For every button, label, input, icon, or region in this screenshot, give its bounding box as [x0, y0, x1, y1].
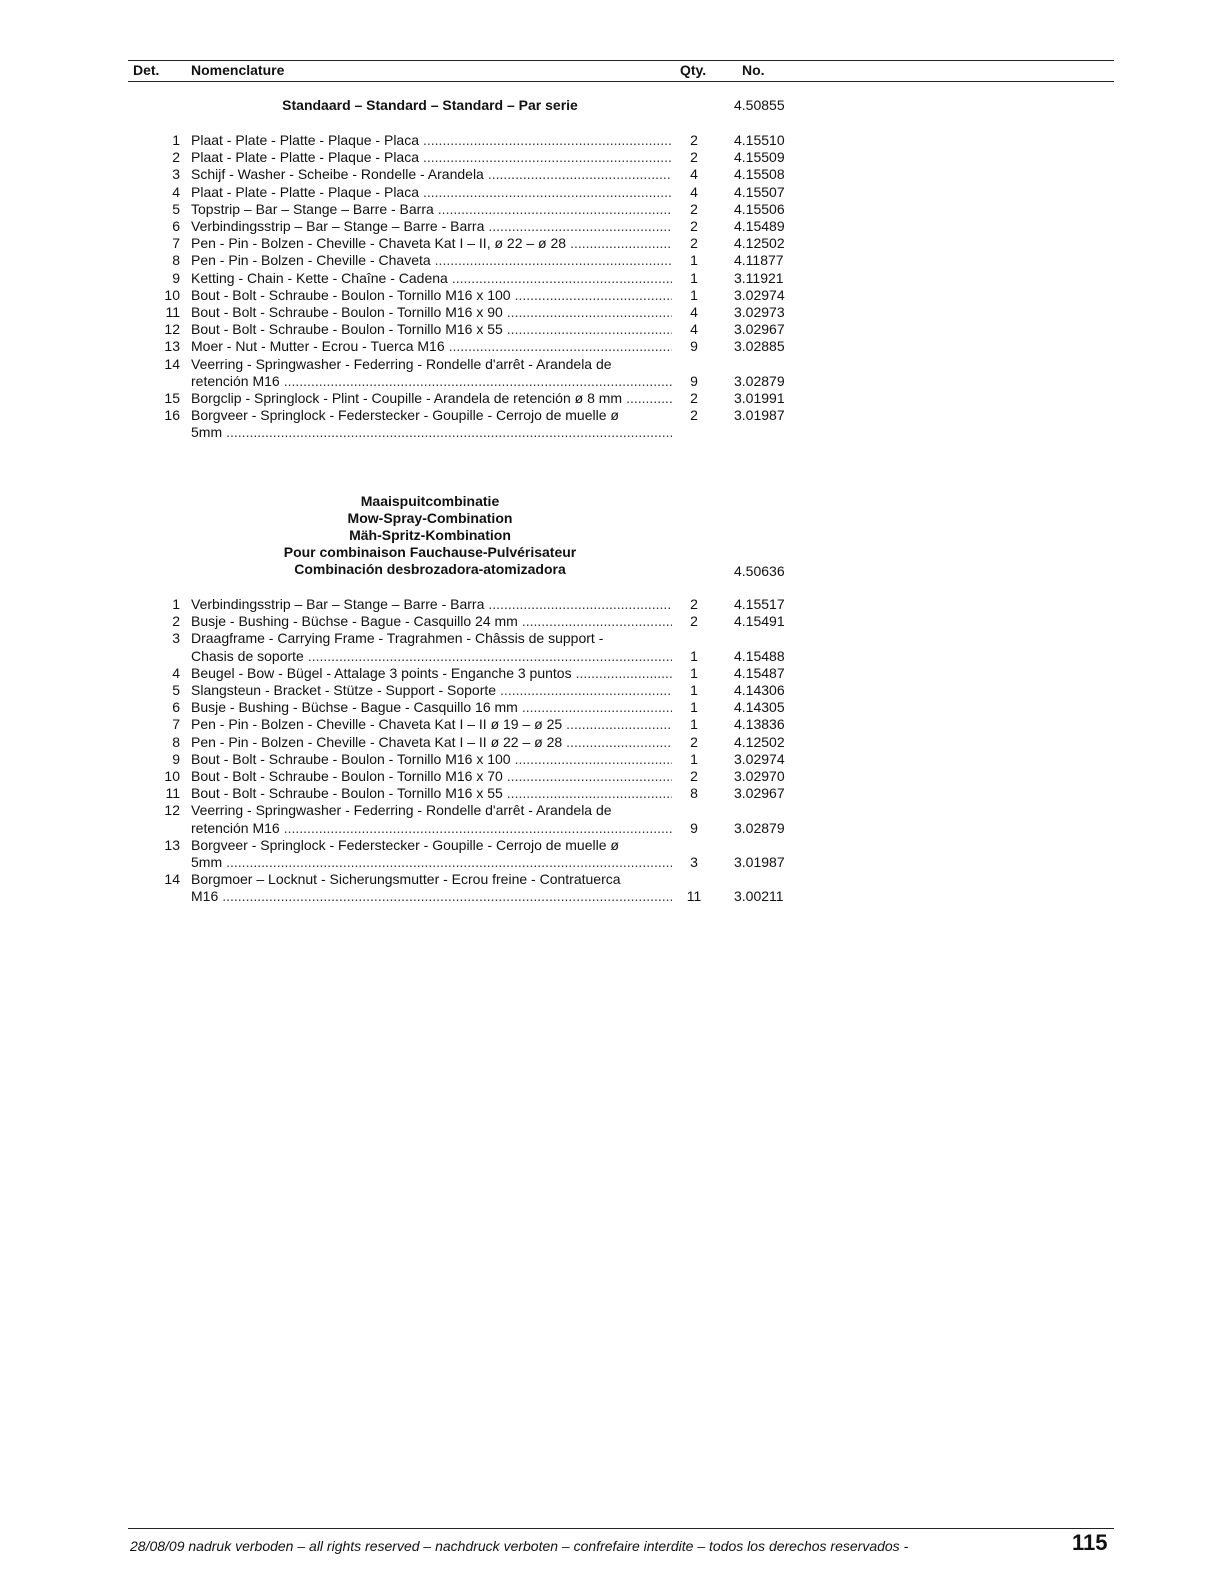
- leader-dots: [500, 682, 672, 699]
- item-det: 7: [172, 716, 180, 733]
- item-description: [191, 871, 672, 905]
- list-item: [0, 734, 1224, 751]
- leader-dots: [284, 373, 672, 390]
- item-description: [191, 338, 672, 355]
- item-part-number: 4.15489: [734, 218, 785, 235]
- item-part-number: 3.02885: [734, 338, 785, 355]
- footer-divider: [128, 1528, 1114, 1529]
- list-item: [0, 785, 1224, 802]
- leader-dots: [449, 338, 672, 355]
- leader-dots: [438, 201, 672, 218]
- leader-dots: [507, 321, 672, 338]
- item-description: [191, 596, 672, 613]
- list-item: [0, 699, 1224, 716]
- item-det: 5: [172, 682, 180, 699]
- section1-set-number: 4.50855: [734, 97, 785, 113]
- leader-dots: [423, 149, 672, 166]
- leader-dots: [570, 235, 672, 252]
- item-description-line: Pen - Pin - Bolzen - Cheville - Chaveta Kat I – II ø 22 – ø 28: [191, 733, 563, 750]
- item-description: [191, 699, 672, 716]
- item-qty: 9: [690, 372, 698, 389]
- item-det: 16: [164, 407, 180, 424]
- item-qty: 2: [690, 149, 698, 166]
- leader-dots: [284, 820, 672, 837]
- item-part-number: 3.00211: [734, 888, 784, 905]
- item-part-number: 4.15506: [734, 200, 785, 217]
- item-description-line: Slangsteun - Bracket - Stütze - Support - Soporte: [191, 682, 497, 699]
- leader-dots: [515, 287, 672, 304]
- item-description: [191, 184, 672, 201]
- item-description-line: Ketting - Chain - Kette - Chaîne - Cadena: [191, 269, 448, 286]
- item-qty: 2: [690, 235, 698, 252]
- section2-title-line: Mäh-Spritz-Kombination: [349, 527, 511, 543]
- list-item: [0, 321, 1224, 338]
- leader-dots: [435, 252, 672, 269]
- leader-dots: [515, 751, 672, 768]
- list-item: [0, 304, 1224, 321]
- list-item: [0, 235, 1224, 252]
- item-det: 10: [164, 286, 180, 303]
- leader-dots: [566, 734, 672, 751]
- item-det: 12: [164, 802, 180, 819]
- item-qty: 9: [690, 819, 698, 836]
- list-item: [0, 252, 1224, 269]
- item-det: 11: [165, 304, 180, 321]
- list-item: [0, 716, 1224, 733]
- leader-dots: [488, 166, 672, 183]
- leader-dots: [566, 716, 672, 733]
- item-description: [191, 682, 672, 699]
- item-part-number: 4.14306: [734, 682, 785, 699]
- leader-dots: [423, 132, 672, 149]
- list-item: [0, 149, 1224, 166]
- item-description-line: Bout - Bolt - Schraube - Boulon - Tornillo M16 x 100: [191, 750, 511, 767]
- item-qty: 2: [690, 596, 698, 612]
- list-item: [0, 751, 1224, 768]
- item-description: [191, 132, 672, 149]
- item-qty: 2: [690, 200, 698, 217]
- item-det: 6: [172, 218, 180, 235]
- item-part-number: 3.02879: [734, 372, 785, 389]
- item-part-number: 4.15510: [734, 132, 785, 148]
- item-description-line: Busje - Bushing - Büchse - Bague - Casquillo 24 mm: [191, 613, 518, 630]
- item-description: [191, 390, 672, 407]
- section2-title: [190, 493, 670, 578]
- list-item: [0, 682, 1224, 699]
- item-description-line: retención M16: [191, 819, 280, 836]
- footer-copyright: 28/08/09 nadruk verboden – all rights reserved – nachdruck verboten – confrefaire interdite – todos los derechos reservados -: [130, 1538, 909, 1554]
- leader-dots: [222, 888, 672, 905]
- item-description: [191, 407, 672, 441]
- list-item: [0, 166, 1224, 183]
- item-part-number: 4.15508: [734, 166, 785, 183]
- item-det: 11: [165, 785, 180, 802]
- item-description-line: Moer - Nut - Mutter - Ecrou - Tuerca M16: [191, 338, 445, 355]
- item-description-line: Topstrip – Bar – Stange – Barre - Barra: [191, 200, 434, 217]
- item-description: [191, 837, 672, 871]
- item-qty: 4: [690, 321, 698, 338]
- item-qty: 11: [686, 888, 702, 905]
- item-description: [191, 304, 672, 321]
- leader-dots: [522, 699, 672, 716]
- item-description-line: Veerring - Springwasher - Federring - Rondelle d'arrêt - Arandela de: [191, 355, 612, 372]
- leader-dots: [626, 390, 672, 407]
- item-qty: 2: [690, 407, 698, 424]
- item-qty: 1: [690, 699, 698, 716]
- item-description-line: Pen - Pin - Bolzen - Cheville - Chaveta Kat I – II ø 19 – ø 25: [191, 716, 563, 733]
- item-qty: 2: [690, 132, 698, 148]
- item-det: 3: [172, 166, 180, 183]
- leader-dots: [308, 648, 672, 665]
- item-det: 13: [164, 836, 180, 853]
- item-description-line: Busje - Bushing - Büchse - Bague - Casquillo 16 mm: [191, 699, 518, 716]
- list-item: [0, 356, 1224, 390]
- item-qty: 1: [690, 750, 698, 767]
- item-qty: 1: [690, 269, 698, 286]
- item-description: [191, 149, 672, 166]
- item-qty: 9: [690, 338, 698, 355]
- item-description: [191, 665, 672, 682]
- item-description: [191, 802, 672, 836]
- item-qty: 4: [690, 166, 698, 183]
- item-description: [191, 218, 672, 235]
- item-qty: 2: [690, 733, 698, 750]
- section2-title-line: Mow-Spray-Combination: [347, 510, 513, 526]
- leader-dots: [226, 854, 672, 871]
- item-part-number: 4.15517: [734, 596, 785, 612]
- list-item: [0, 802, 1224, 836]
- leader-dots: [452, 270, 672, 287]
- item-det: 7: [172, 235, 180, 252]
- header-nomenclature: Nomenclature: [191, 62, 285, 78]
- item-description: [191, 613, 672, 630]
- item-det: 14: [164, 355, 180, 372]
- list-item: [0, 407, 1224, 441]
- item-part-number: 3.01987: [734, 854, 785, 871]
- item-description-line: Veerring - Springwasher - Federring - Rondelle d'arrêt - Arandela de: [191, 802, 612, 819]
- item-qty: 1: [690, 647, 698, 664]
- item-det: 4: [172, 664, 180, 681]
- item-part-number: 3.02974: [734, 286, 785, 303]
- item-description-line: Bout - Bolt - Schraube - Boulon - Tornillo M16 x 90: [191, 304, 503, 321]
- item-det: 9: [172, 269, 180, 286]
- item-description-line: Draagframe - Carrying Frame - Tragrahmen - Châssis de support -: [191, 630, 604, 647]
- item-description: [191, 716, 672, 733]
- list-item: [0, 665, 1224, 682]
- item-description-line: Bout - Bolt - Schraube - Boulon - Tornillo M16 x 55: [191, 785, 503, 802]
- item-qty: 1: [690, 682, 698, 699]
- item-det: 12: [164, 321, 180, 338]
- list-item: [0, 768, 1224, 785]
- item-det: 13: [164, 338, 180, 355]
- leader-dots: [576, 665, 672, 682]
- item-part-number: 3.01987: [734, 407, 785, 424]
- header-no: No.: [742, 62, 765, 78]
- item-part-number: 4.15488: [734, 647, 785, 664]
- item-det: 4: [172, 183, 180, 200]
- leader-dots: [507, 785, 672, 802]
- list-item: [0, 390, 1224, 407]
- item-det: 14: [164, 871, 180, 888]
- item-description-line: Pen - Pin - Bolzen - Cheville - Chaveta: [191, 252, 431, 269]
- item-description-line: Verbindingsstrip – Bar – Stange – Barre - Barra: [191, 218, 485, 235]
- item-part-number: 3.02967: [734, 785, 785, 802]
- item-qty: 8: [690, 785, 698, 802]
- item-part-number: 4.13836: [734, 716, 785, 733]
- item-description: [191, 287, 672, 304]
- item-description-line: 5mm: [191, 854, 223, 871]
- item-det: 1: [172, 132, 180, 148]
- header-det: Det.: [133, 62, 160, 78]
- item-description: [191, 252, 672, 269]
- list-item: [0, 613, 1224, 630]
- item-part-number: 3.02879: [734, 819, 785, 836]
- item-part-number: 3.11921: [734, 269, 784, 286]
- item-qty: 4: [690, 304, 698, 321]
- item-description-line: Bout - Bolt - Schraube - Boulon - Tornillo M16 x 100: [191, 286, 511, 303]
- item-description: [191, 785, 672, 802]
- table-header: [128, 60, 1114, 82]
- item-part-number: 4.15509: [734, 149, 785, 166]
- item-description-line: Schijf - Washer - Scheibe - Rondelle - Arandela: [191, 166, 484, 183]
- item-part-number: 3.02967: [734, 321, 785, 338]
- item-description: [191, 235, 672, 252]
- list-item: [0, 201, 1224, 218]
- item-qty: 2: [690, 613, 698, 630]
- item-description: [191, 356, 672, 390]
- list-item: [0, 184, 1224, 201]
- list-item: [0, 287, 1224, 304]
- list-item: [0, 596, 1224, 613]
- item-part-number: 4.12502: [734, 235, 785, 252]
- item-qty: 2: [690, 218, 698, 235]
- item-description-line: Beugel - Bow - Bügel - Attalage 3 points - Enganche 3 puntos: [191, 664, 572, 681]
- item-det: 15: [164, 390, 180, 407]
- item-det: 8: [172, 733, 180, 750]
- item-det: 10: [164, 768, 180, 785]
- item-description-line: Pen - Pin - Bolzen - Cheville - Chaveta Kat I – II, ø 22 – ø 28: [191, 235, 567, 252]
- item-det: 8: [172, 252, 180, 269]
- item-qty: 2: [690, 390, 698, 407]
- item-qty: 4: [690, 183, 698, 200]
- section1-title: Standaard – Standard – Standard – Par serie: [282, 97, 578, 113]
- section2-parts-list: [0, 596, 1224, 906]
- item-description-line: Bout - Bolt - Schraube - Boulon - Tornillo M16 x 70: [191, 768, 503, 785]
- item-qty: 1: [690, 252, 698, 269]
- item-qty: 1: [690, 716, 698, 733]
- item-part-number: 4.15507: [734, 183, 785, 200]
- list-item: [0, 338, 1224, 355]
- item-description-line: Bout - Bolt - Schraube - Boulon - Tornillo M16 x 55: [191, 321, 503, 338]
- item-det: 9: [172, 750, 180, 767]
- item-description-line: 5mm: [191, 424, 223, 441]
- leader-dots: [522, 613, 672, 630]
- item-part-number: 3.01991: [734, 390, 785, 407]
- item-part-number: 3.02973: [734, 304, 785, 321]
- section2-title-line: Pour combinaison Fauchause-Pulvérisateur: [283, 544, 577, 560]
- item-det: 3: [172, 630, 180, 647]
- list-item: [0, 132, 1224, 149]
- item-description: [191, 270, 672, 287]
- leader-dots: [423, 184, 672, 201]
- item-qty: 2: [690, 768, 698, 785]
- item-description-line: retención M16: [191, 372, 280, 389]
- item-part-number: 4.15491: [734, 613, 785, 630]
- section2-title-line: Combinación desbrozadora-atomizadora: [294, 561, 566, 577]
- list-item: [0, 630, 1224, 664]
- list-item: [0, 871, 1224, 905]
- item-description-line: Borgclip - Springlock - Plint - Coupille - Arandela de retención ø 8 mm: [191, 390, 623, 407]
- item-part-number: 4.11877: [734, 252, 784, 269]
- leader-dots: [488, 596, 672, 613]
- item-description-line: Borgmoer – Locknut - Sicherungsmutter - Ecrou freine - Contratuerca: [191, 871, 621, 888]
- item-part-number: 3.02970: [734, 768, 785, 785]
- item-part-number: 4.14305: [734, 699, 785, 716]
- item-part-number: 3.02974: [734, 750, 785, 767]
- leader-dots: [488, 218, 672, 235]
- section2-title-line: Maaispuitcombinatie: [360, 493, 500, 509]
- item-description: [191, 768, 672, 785]
- section1-parts-list: [0, 132, 1224, 442]
- leader-dots: [507, 768, 672, 785]
- item-description: [191, 166, 672, 183]
- header-qty: Qty.: [680, 62, 707, 78]
- item-qty: 1: [690, 664, 698, 681]
- item-det: 6: [172, 699, 180, 716]
- item-description-line: Plaat - Plate - Platte - Plaque - Placa: [191, 132, 419, 148]
- item-description: [191, 321, 672, 338]
- item-description-line: Chasis de soporte: [191, 647, 304, 664]
- list-item: [0, 218, 1224, 235]
- leader-dots: [507, 304, 672, 321]
- item-qty: 1: [690, 286, 698, 303]
- item-description-line: Borgveer - Springlock - Federstecker - Goupille - Cerrojo de muelle ø: [191, 836, 619, 853]
- item-description: [191, 201, 672, 218]
- page-number: 115: [1072, 1530, 1108, 1555]
- section2-set-number: 4.50636: [734, 563, 785, 579]
- list-item: [0, 270, 1224, 287]
- item-description-line: Plaat - Plate - Platte - Plaque - Placa: [191, 183, 419, 200]
- item-part-number: 4.12502: [734, 733, 785, 750]
- item-qty: 3: [690, 854, 698, 871]
- item-description-line: Plaat - Plate - Platte - Plaque - Placa: [191, 149, 419, 166]
- item-part-number: 4.15487: [734, 664, 785, 681]
- item-det: 1: [172, 596, 180, 612]
- item-description-line: M16: [191, 888, 219, 905]
- item-description: [191, 630, 672, 664]
- item-description: [191, 734, 672, 751]
- item-description: [191, 751, 672, 768]
- item-description-line: Borgveer - Springlock - Federstecker - Goupille - Cerrojo de muelle ø: [191, 407, 619, 424]
- leader-dots: [226, 424, 672, 441]
- item-det: 2: [172, 613, 180, 630]
- item-det: 2: [172, 149, 180, 166]
- list-item: [0, 837, 1224, 871]
- item-description-line: Verbindingsstrip – Bar – Stange – Barre - Barra: [191, 596, 485, 612]
- item-det: 5: [172, 200, 180, 217]
